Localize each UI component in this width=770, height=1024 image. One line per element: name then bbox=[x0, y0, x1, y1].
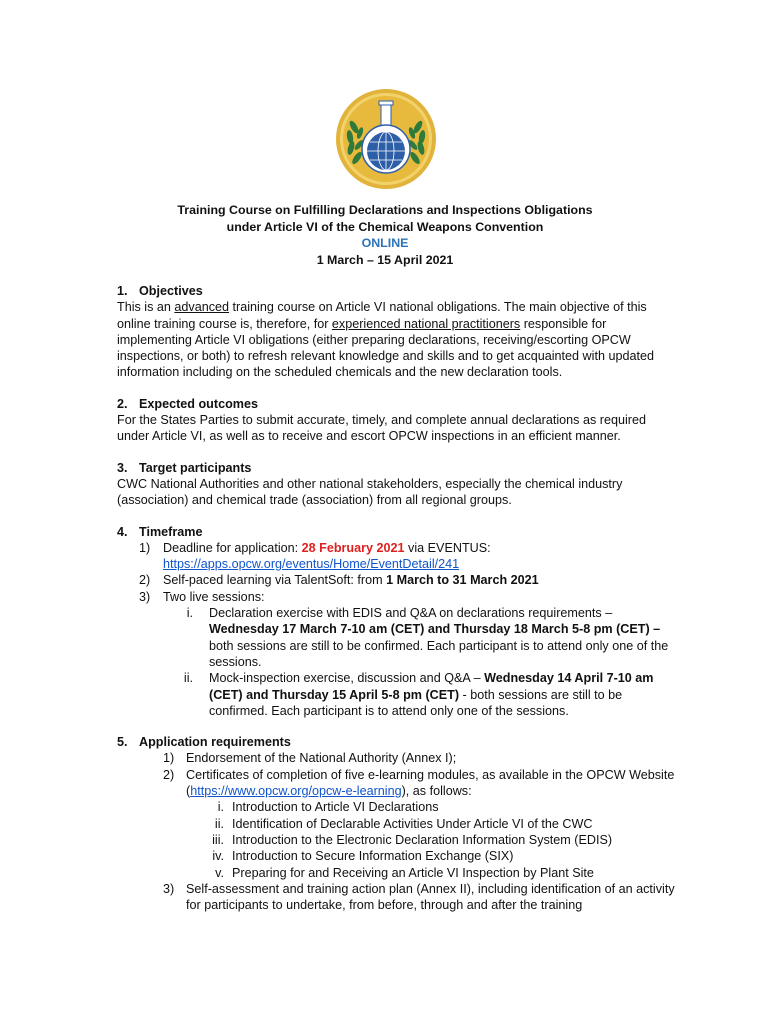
timeframe-list bbox=[117, 540, 677, 719]
section-application-requirements bbox=[117, 734, 677, 913]
list-item: ii. Identification of Declarable Activities Under Article VI of the CWC bbox=[214, 816, 593, 831]
application-deadline: 28 February 2021 bbox=[301, 540, 405, 555]
application-list bbox=[117, 750, 677, 913]
list-item: 1) Endorsement of the National Authority (Annex I); bbox=[163, 751, 457, 766]
online-label: ONLINE bbox=[361, 236, 409, 250]
document-title-block bbox=[100, 202, 670, 268]
list-item: v. Preparing for and Receiving an Article VI Inspection by Plant Site bbox=[215, 865, 594, 880]
section-expected-outcomes bbox=[117, 396, 677, 445]
section-target-participants bbox=[117, 460, 677, 509]
eventus-link[interactable]: https://apps.opcw.org/eventus/Home/EventDetail/241 bbox=[163, 557, 460, 572]
list-item: 3) Two live sessions: i. Declaration exercise with EDIS and Q&A on declarations requirements – Wednesday 17 March 7-10 am (CET) and Thursday 18 March 5-8 pm (CET) – both sessions are still to be confirmed. Each participant is to attend only one of the sessions. ii. Mock-inspection exercise, discussion and Q&A – Wednesday 14 April 7-10 am (CET) and Thursday 15 April 5-8 pm (CET) - both sessions are still to be confirmed. Each participant is to attend only one of the sessions. bbox=[117, 589, 677, 719]
section-heading: 1. Objectives bbox=[117, 284, 203, 298]
title-line-1: Training Course on Fulfilling Declarations and Inspections Obligations bbox=[177, 203, 593, 217]
title-line-2: under Article VI of the Chemical Weapons Convention bbox=[226, 219, 544, 234]
list-item: 2) Self-paced learning via TalentSoft: from 1 March to 31 March 2021 bbox=[139, 573, 539, 588]
e-learning-modules-list bbox=[186, 799, 677, 880]
participants-paragraph: CWC National Authorities and other national stakeholders, especially the chemical industry (association) and chemical trade (association) from all regional groups. bbox=[117, 476, 623, 508]
list-item: iv. Introduction to Secure Information Exchange (SIX) bbox=[212, 849, 514, 864]
list-item: i. Introduction to Article VI Declarations bbox=[217, 800, 439, 815]
section-heading: 4. Timeframe bbox=[117, 524, 203, 539]
list-item: 3) Self-assessment and training action plan (Annex II), including identification of an activity for participants to undertake, from before, through and after the training bbox=[163, 881, 675, 913]
list-item: ii. Mock-inspection exercise, discussion and Q&A – Wednesday 14 April 7-10 am (CET) and Thursday 15 April 5-8 pm (CET) - both sessions are still to be confirmed. Each participant is to attend only one of the sessions. bbox=[183, 671, 654, 718]
section-heading: 2. Expected outcomes bbox=[117, 396, 258, 411]
objectives-paragraph: This is an advanced training course on Article VI national obligations. The main objective of this online training course is, therefore, for experienced national practitioners responsible for implementing Article VI obligations (either preparing declarations, receiving/escorting OPCW inspections, or both) to refresh relevant knowledge and skills and to get acquainted with updated information including on the scheduled chemicals and the new declaration tools. bbox=[117, 300, 654, 380]
section-objectives bbox=[117, 283, 677, 381]
section-timeframe bbox=[117, 524, 677, 720]
list-item: i. Declaration exercise with EDIS and Q&A on declarations requirements – Wednesday 17 March 7-10 am (CET) and Thursday 18 March 5-8 pm (CET) – both sessions are still to be confirmed. Each participant is to attend only one of the sessions. bbox=[186, 606, 669, 669]
e-learning-link[interactable]: https://www.opcw.org/opcw-e-learning bbox=[190, 784, 402, 799]
section-heading: 5. Application requirements bbox=[117, 735, 291, 750]
list-item: 2) Certificates of completion of five e-learning modules, as available in the OPCW Website (https://www.opcw.org/opcw-e-learning), as follows: i. Introduction to Article VI Declarations ii. Identification of Declarable Activities Under Article VI of the CWC iii. Introduction to the Electronic Declaration Information System (EDIS) iv. Introduction to Secure Information Exchange (SIX) v. Preparing for and Receiving an Article VI Inspection by Plant Site bbox=[117, 767, 677, 881]
document-body bbox=[117, 283, 677, 928]
course-dates: 1 March – 15 April 2021 bbox=[316, 252, 454, 267]
list-item: 1) Deadline for application: 28 February 2021 via EVENTUS: https://apps.opcw.org/eventus/Home/EventDetail/241 bbox=[139, 540, 491, 572]
outcomes-paragraph: For the States Parties to submit accurate, timely, and complete annual declarations as required under Article VI, as well as to receive and escort OPCW inspections in an efficient manner. bbox=[117, 413, 646, 444]
list-item: iii. Introduction to the Electronic Declaration Information System (EDIS) bbox=[212, 832, 613, 847]
live-sessions-list bbox=[117, 605, 677, 719]
section-heading: 3. Target participants bbox=[117, 460, 252, 475]
opcw-logo-emblem bbox=[334, 87, 438, 191]
